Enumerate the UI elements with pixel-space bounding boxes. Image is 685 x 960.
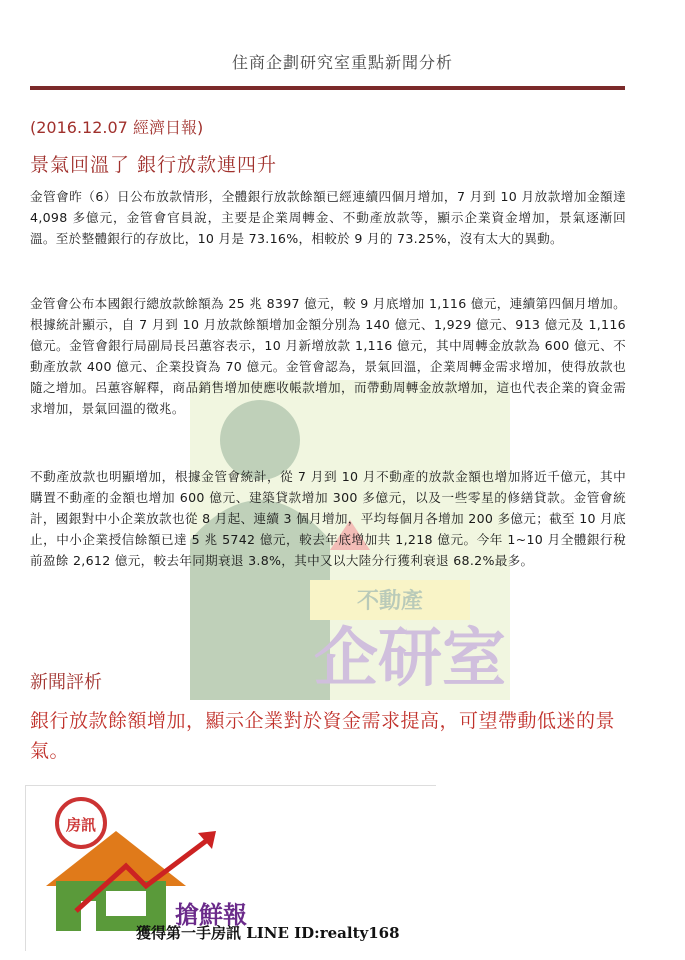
header-divider bbox=[30, 86, 625, 90]
article-paragraph-1: 金管會昨（6）日公布放款情形，全體銀行放款餘額已經連續四個月增加，7 月到 10 月放款增加金額達 4,098 多億元，金管會官員說，主要是企業周轉金、不動產放款等，顯示企業資金增加，景氣逐漸回溫。至於整體銀行的存放比，10 月是 73.16%，相較於 9 月的 73.25%，沒有太大的異動。 bbox=[30, 189, 626, 246]
house-logo-icon bbox=[36, 791, 266, 931]
article-headline: 景氣回溫了 銀行放款連四升 bbox=[30, 154, 278, 176]
analysis-body: 銀行放款餘額增加，顯示企業對於資金需求提高，可望帶動低迷的景氣。 bbox=[30, 710, 616, 762]
promo-badge-text: 房訊 bbox=[65, 816, 97, 834]
article-date-source: (2016.12.07 經濟日報) bbox=[30, 118, 204, 137]
analysis-title: 新聞評析 bbox=[30, 672, 102, 693]
promo-banner bbox=[25, 785, 436, 951]
watermark-text: 企研室 bbox=[314, 622, 506, 696]
article-paragraph-3: 不動產放款也明顯增加，根據金管會統計，從 7 月到 10 月不動產的放款金額也增加將近千億元，其中購置不動產的金額也增加 600 億元、建築貸款增加 300 多億元，以及一些零星的修繕貸款。金管會統計，國銀對中小企業放款也從 8 月起、連續 3 個月增加，平均每個月各增加 200 多億元；截至 10 月底止，中小企業授信餘額已達 5 兆 5742 億元，較去年底增加共 1,218 億元。今年 1~10 月全體銀行稅前盈餘 2,612 億元，較去年同期衰退 3.8%，其中又以大陸分行獲利衰退 68.2%最多。 bbox=[30, 469, 626, 568]
promo-caption: 獲得第一手房訊 LINE ID:realty168 bbox=[136, 924, 400, 942]
promo-brand-text: 搶鮮報 bbox=[175, 901, 247, 929]
article-paragraph-2: 金管會公布本國銀行總放款餘額為 25 兆 8397 億元，較 9 月底增加 1,116 億元，連續第四個月增加。根據統計顯示，自 7 月到 10 月放款餘額增加金額分別為 140 億元、1,929 億元、913 億元及 1,116 億元。金管會銀行局副局長呂蕙容表示，10 月新增放款 1,116 億元，其中周轉金放款為 600 億元、不動產放款 400 億元、企業投資為 70 億元。金管會認為，景氣回溫，企業周轉金需求增加，使得放款也隨之增加。呂蕙容解釋，商品銷售增加使應收帳款增加，而帶動周轉金放款增加，這也代表企業的資金需求增加，景氣回溫的徵兆。 bbox=[30, 296, 626, 416]
watermark-subtext: 不動產 bbox=[356, 589, 424, 614]
page-header-title: 住商企劃研究室重點新聞分析 bbox=[231, 53, 453, 72]
